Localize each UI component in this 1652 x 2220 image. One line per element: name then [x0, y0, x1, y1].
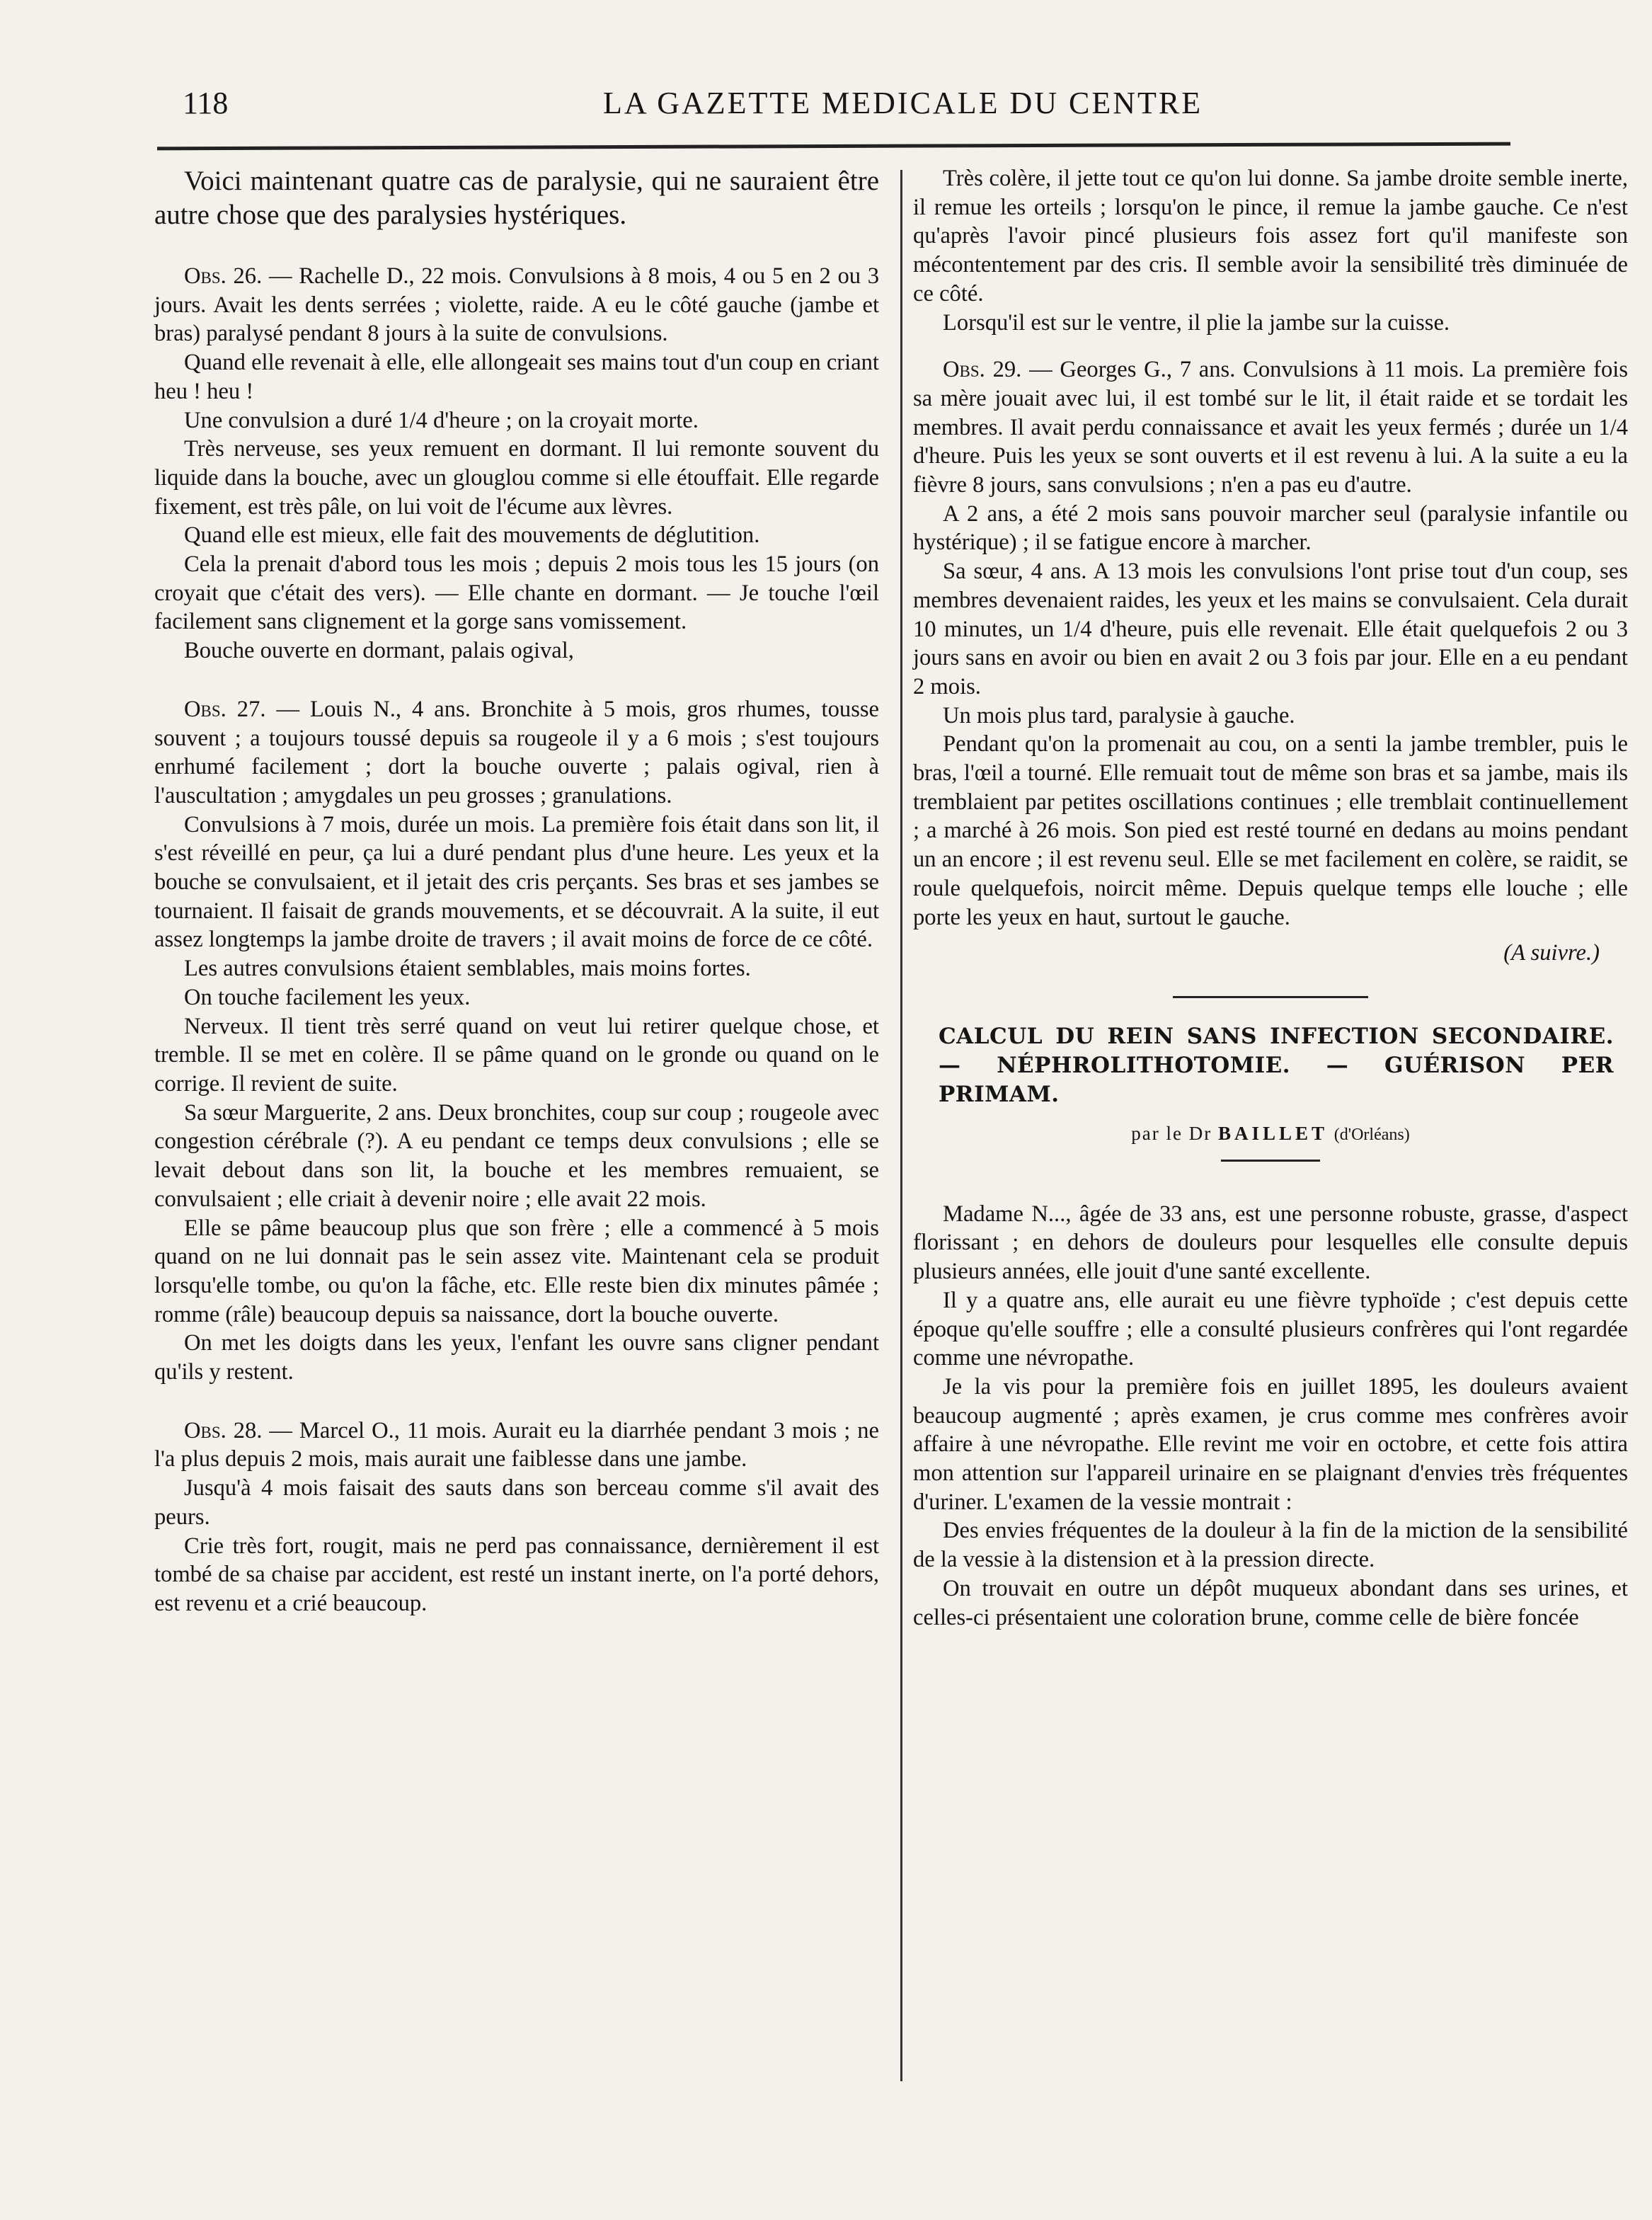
obs26-label: Obs. 26.: [184, 263, 263, 289]
page-number: 118: [183, 86, 229, 120]
obs26-p0: Obs. 26. — Rachelle D., 22 mois. Convulsions à 8 mois, 4 ou 5 en 2 ou 3 jours. Avait les dents serrées ; violette, raide. A eu le côté gauche (jambe et bras) paralysé pendant 8 jours à la suite de convulsions.: [154, 263, 880, 347]
obs29-label: Obs. 29.: [943, 357, 1022, 383]
author-place: (d'Orléans): [1333, 1125, 1410, 1144]
obs27-p1: Convulsions à 7 mois, durée un mois. La première fois était dans son lit, il s'est réveillé en peur, ça lui a duré pendant plus d'une heure. Les yeux et la bouche se convulsaient, et il jetait des cris perçants. Ses bras et ses jambes se tournaient. Il faisait de grands mouvements, et se découvrait. A la suite, il eut assez longtemps la jambe droite de travers ; il avait moins de force de ce côté.: [154, 811, 879, 953]
byline-rule: [1221, 1160, 1320, 1162]
observation-29: [913, 355, 1628, 932]
obs26-p4: Quand elle est mieux, elle fait des mouvements de déglutition.: [184, 522, 760, 549]
obs26-p6: Bouche ouverte en dormant, palais ogival,: [184, 638, 574, 664]
article-p2: Je la vis pour la première fois en juillet 1895, les douleurs avaient beaucoup augmenté ; après examen, je crus comme mes confrères avoir affaire à une névropathe. Elle revint me voir en octobre, et cette fois attira mon attention sur l'appareil urinaire en se plaignant d'envies très fréquentes d'uriner. L'examen de la vessie montrait :: [913, 1373, 1628, 1515]
column-divider: [900, 170, 902, 2081]
obs28-p0: Obs. 28. — Marcel O., 11 mois. Aurait eu la diarrhée pendant 3 mois ; ne l'a plus depuis 2 mois, mais aurait une faiblesse dans une jambe.: [154, 1417, 879, 1472]
journal-title: LA GAZETTE MEDICALE DU CENTRE: [603, 86, 1203, 120]
byline-prefix: par le Dr: [1131, 1122, 1212, 1144]
article-p1: Il y a quatre ans, elle aurait eu une fièvre typhoïde ; c'est depuis cette époque qu'elle souffre ; elle a consulté plusieurs confrères qui l'ont regardée comme une névropathe.: [913, 1287, 1628, 1371]
obs28-p2: Crie très fort, rougit, mais ne perd pas connaissance, dernièrement il est tombé de sa chaise par accident, est resté un instant inerte, on l'a porté dehors, est revenu et a crié beaucoup.: [154, 1533, 879, 1616]
obs27-p2: Les autres convulsions étaient semblables, mais moins fortes.: [184, 956, 751, 982]
section-divider: [1173, 996, 1368, 998]
obs27-p3: On touche facilement les yeux.: [184, 984, 471, 1010]
obs27-p0: Obs. 27. — Louis N., 4 ans. Bronchite à 5 mois, gros rhumes, tousse souvent ; a toujours toussé depuis sa rougeole il y a 6 mois ; s'est toujours enrhumé facilement ; dort la bouche ouverte ; palais ogival, rien à l'auscultation ; amygdales un peu grosses ; granulations.: [154, 696, 880, 808]
obs29-p3: Un mois plus tard, paralysie à gauche.: [943, 702, 1295, 728]
article-p4: On trouvait en outre un dépôt muqueux abondant dans ses urines, et celles-ci présentaient une coloration brune, comme celle de bière foncée: [913, 1575, 1628, 1630]
intro-paragraph: Voici maintenant quatre cas de paralysie, qui ne sauraient être autre chose que des paralysies hystériques.: [154, 166, 879, 230]
author-name: BAILLET: [1217, 1122, 1329, 1144]
obs29-p4: Pendant qu'on la promenait au cou, on a senti la jambe trembler, puis le bras, l'œil a tourné. Elle remuait tout de même son bras et sa jambe, mais ils tremblaient par petites oscillations continues ; elle tremblait continuellement ; a marché à 26 mois. Son pied est resté tourné en dedans au moins pendant un an encore ; il est revenu seul. Elle se met facilement en colère, se raidit, se roule quelquefois, noircit même. Depuis quelque temps elle louche ; elle porte les yeux en haut, surtout le gauche.: [913, 731, 1628, 930]
article-p0: Madame N..., âgée de 33 ans, est une personne robuste, grasse, d'aspect florissant ; en dehors de douleurs pour lesquelles elle consulte depuis plusieurs années, elle jouit d'une santé excellente.: [913, 1201, 1628, 1285]
obs26-p3: Très nerveuse, ses yeux remuent en dormant. Il lui remonte souvent du liquide dans la bouche, avec un glouglou comme si elle étouffait. Elle regarde fixement, est très pâle, on lui voit de l'écume aux lèvres.: [154, 436, 879, 520]
obs28-continuation: [913, 164, 1628, 337]
continuation-p1: Lorsqu'il est sur le ventre, il plie la jambe sur la cuisse.: [943, 309, 1450, 336]
obs28-label: Obs. 28.: [184, 1417, 263, 1443]
obs28-p1: Jusqu'à 4 mois faisait des sauts dans son berceau comme s'il avait des peurs.: [154, 1475, 879, 1530]
obs29-p2: Sa sœur, 4 ans. A 13 mois les convulsions l'ont prise tout d'un coup, ses membres devenaient raides, les yeux et les mains se convulsaient. Cela durait 10 minutes, un 1/4 d'heure, puis elle revenait. Elle était quelquefois 2 ou 3 jours sans en avoir ou bien en avait 2 ou 3 fois par jour. Elle en a eu pendant 2 mois.: [913, 559, 1628, 699]
observation-27: [154, 695, 879, 1387]
left-column: [154, 164, 879, 1618]
obs27-p6: Elle se pâme beaucoup plus que son frère ; elle a commencé à 5 mois quand on ne lui donnait pas le sein assez vite. Maintenant cela se produit lorsqu'elle tombe, ou qu'on la fâche, etc. Elle reste bien dix minutes pâmée ; romme (râle) beaucoup depuis sa naissance, dort la bouche ouverte.: [154, 1215, 879, 1327]
obs27-p7: On met les doigts dans les yeux, l'enfant les ouvre sans cligner pendant qu'ils y restent.: [154, 1330, 879, 1385]
article-body: [913, 1200, 1628, 1632]
obs27-p5: Sa sœur Marguerite, 2 ans. Deux bronchites, coup sur coup ; rougeole avec congestion cérébrale (?). A eu pendant ce temps deux convulsions ; elle se levait debout dans son lit, la bouche et les membres remuaient, se convulsaient ; elle criait à devenir noire ; elle avait 22 mois.: [154, 1099, 879, 1212]
obs27-label: Obs. 27.: [184, 696, 266, 722]
article-byline: [913, 1119, 1628, 1150]
obs26-p5: Cela la prenait d'abord tous les mois ; depuis 2 mois tous les 15 jours (on croyait que c'était des vers). — Elle chante en dormant. — Je touche l'œil facilement sans clignement et la gorge sans vomissement.: [154, 551, 879, 635]
obs26-p1: Quand elle revenait à elle, elle allongeait ses mains tout d'un coup en criant heu ! heu !: [154, 350, 879, 404]
obs26-p2: Une convulsion a duré 1/4 d'heure ; on la croyait morte.: [184, 407, 699, 433]
obs27-p4: Nerveux. Il tient très serré quand on veut lui retirer quelque chose, et tremble. Il se met en colère. Il se pâme quand on le gronde ou quand on le corrige. Il revient de suite.: [154, 1013, 879, 1097]
continuation-p0: Très colère, il jette tout ce qu'on lui donne. Sa jambe droite semble inerte, il remue les orteils ; lorsqu'on le pince, il remue la jambe gauche. Ce n'est qu'après l'avoir pincé plusieurs fois assez fort qu'il manifeste son mécontentement par des cris. Il semble avoir la sensibilité très diminuée de ce côté.: [913, 166, 1628, 307]
article-p3: Des envies fréquentes de la douleur à la fin de la miction de la sensibilité de la vessie à la distension et à la pression directe.: [913, 1518, 1628, 1573]
to-be-continued: (A suivre.): [1503, 940, 1600, 966]
observation-26: [154, 262, 879, 665]
obs29-p0: Obs. 29. — Georges G., 7 ans. Convulsions à 11 mois. La première fois sa mère jouait avec lui, il est tombé sur le lit, il était raide et se tordait les membres. Il avait perdu connaissance et avait les yeux fermés ; durée un 1/4 d'heure. Puis les yeux se sont ouverts et il est revenu à lui. A la suite a eu la fièvre 8 jours, sans convulsions ; n'en a pas eu d'autre.: [913, 357, 1628, 498]
article-title: CALCUL DU REIN SANS INFECTION SECONDAIRE. — NÉPHROLITHOTOMIE. — GUÉRISON PER PRIMAM.: [939, 1023, 1614, 1107]
running-header: [157, 85, 1523, 135]
right-column: [913, 164, 1628, 1632]
obs29-p1: A 2 ans, a été 2 mois sans pouvoir marcher seul (paralysie infantile ou hystérique) ; il se fatigue encore à marcher.: [913, 500, 1628, 556]
observation-28: [154, 1417, 879, 1618]
header-rule: [157, 142, 1510, 151]
